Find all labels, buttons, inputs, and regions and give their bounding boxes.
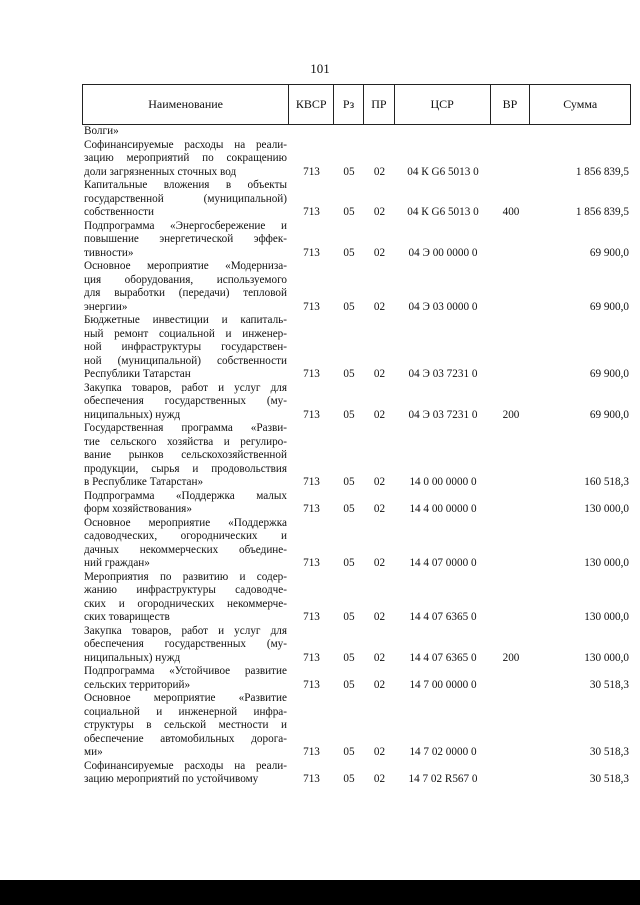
row-name-line: тие сельского хозяйства и регулиро- <box>84 435 287 448</box>
table-row <box>82 314 631 382</box>
header-csr: ЦСР <box>395 85 491 124</box>
row-name-line: обеспечения государственных (му- <box>84 395 287 407</box>
row-name-line: ниципальных) нужд <box>84 408 181 421</box>
row-name <box>82 314 289 382</box>
cell-csr: 04 К G6 5013 0 <box>407 165 479 178</box>
table-row <box>82 760 631 787</box>
cell-kvsr: 713 <box>303 611 320 623</box>
scan-bottom-edge <box>0 880 640 905</box>
cell-pr: 02 <box>373 408 386 421</box>
cell-csr: 14 4 07 6365 0 <box>409 611 477 623</box>
cell-pr: 02 <box>373 678 386 691</box>
cell-rz: 05 <box>343 300 355 313</box>
row-name-line: Республики Татарстан <box>84 368 191 380</box>
header-kvsr: КВСР <box>289 85 334 124</box>
cell-csr: 04 К G6 5013 0 <box>407 206 479 218</box>
row-name-line: государственной (муниципальной) <box>84 192 287 205</box>
row-name <box>82 179 289 220</box>
cell-pr: 02 <box>373 503 386 515</box>
cell-sum: 69 900,0 <box>589 246 629 259</box>
row-name-line: зацию мероприятий по устойчивому <box>84 773 259 785</box>
cell-rz: 05 <box>343 651 355 664</box>
cell-csr: 04 Э 03 7231 0 <box>408 408 478 421</box>
table-row <box>82 139 631 180</box>
cell-rz: 05 <box>343 746 355 758</box>
cell-kvsr: 713 <box>303 678 320 691</box>
cell-pr: 02 <box>373 773 386 785</box>
row-name-line: форм хозяйствования» <box>84 503 192 515</box>
cell-kvsr: 713 <box>303 368 320 380</box>
cell-sum: 160 518,3 <box>584 476 629 488</box>
row-name-line: тивности» <box>84 246 134 259</box>
row-name <box>82 665 289 692</box>
cell-rz: 05 <box>343 165 355 178</box>
cell-kvsr: 713 <box>303 557 320 569</box>
row-name-line: ми» <box>84 746 103 758</box>
cell-rz: 05 <box>343 503 355 515</box>
cell-pr: 02 <box>373 611 386 623</box>
row-name <box>82 692 289 760</box>
cell-sum: 1 856 839,5 <box>575 206 629 218</box>
cell-sum: 69 900,0 <box>589 408 629 421</box>
row-name-line: Подпрограмма «Энергосбережение и <box>84 219 287 232</box>
row-name <box>82 517 289 571</box>
table-row <box>82 422 631 490</box>
row-name <box>82 260 289 314</box>
cell-sum: 1 856 839,5 <box>575 165 629 178</box>
cell-kvsr: 713 <box>303 408 320 421</box>
cell-pr: 02 <box>373 246 386 259</box>
cell-csr: 14 4 07 0000 0 <box>409 557 477 569</box>
cell-rz: 05 <box>343 557 355 569</box>
row-name-line: Закупка товаров, работ и услуг для <box>84 381 287 394</box>
row-name-line: Софинансируемые расходы на реали- <box>84 759 287 772</box>
cell-csr: 14 7 00 0000 0 <box>409 678 477 691</box>
cell-rz: 05 <box>343 611 355 623</box>
row-name-line: ция оборудования, используемого <box>84 273 287 286</box>
row-name <box>82 139 289 180</box>
cell-kvsr: 713 <box>303 300 320 313</box>
cell-vr: 400 <box>502 206 520 218</box>
table-row <box>82 665 631 692</box>
table-row <box>82 220 631 261</box>
cell-rz: 05 <box>343 368 355 380</box>
table-body <box>82 125 631 787</box>
row-name-line: садоводческих, огороднических и <box>84 530 287 542</box>
cell-pr: 02 <box>373 651 386 664</box>
cell-pr: 02 <box>373 368 386 380</box>
row-name-line: Мероприятия по развитию и содер- <box>84 570 287 583</box>
row-name-line: жанию инфраструктуры садоводче- <box>84 584 287 596</box>
header-sum: Сумма <box>563 97 598 111</box>
row-name-line: Основное мероприятие «Поддержка <box>84 516 287 529</box>
row-name-line: собственности <box>84 206 154 218</box>
cell-vr: 200 <box>502 651 520 664</box>
row-name-line: ских и огороднических некоммерче- <box>84 597 287 610</box>
cell-pr: 02 <box>373 746 386 758</box>
cell-sum: 30 518,3 <box>589 746 629 758</box>
row-name-line: доли загрязненных сточных вод <box>84 165 237 178</box>
row-name-line: Софинансируемые расходы на реали- <box>84 138 287 151</box>
row-name-line: обеспечения государственных (му- <box>84 638 287 650</box>
row-name-line: ских товариществ <box>84 611 170 623</box>
cell-csr: 04 Э 03 7231 0 <box>408 368 478 380</box>
row-name-line: ний граждан» <box>84 557 150 569</box>
cell-kvsr: 713 <box>303 206 320 218</box>
row-name-line: ниципальных) нужд <box>84 651 181 664</box>
row-name-line: Подпрограмма «Поддержка малых <box>84 489 287 502</box>
row-name <box>82 220 289 261</box>
cell-pr: 02 <box>373 165 386 178</box>
cell-pr: 02 <box>373 206 386 218</box>
row-name <box>82 382 289 423</box>
header-pr: ПР <box>364 85 395 124</box>
row-name <box>82 571 289 625</box>
table-header <box>82 84 631 125</box>
cell-kvsr: 713 <box>303 246 320 259</box>
row-name-line: ный ремонт социальной и инженер- <box>84 327 287 340</box>
cell-vr: 200 <box>502 408 520 421</box>
row-name <box>82 625 289 666</box>
row-name-line: социальной и инженерной инфра- <box>84 705 287 718</box>
row-name-line: для выработки (передачи) тепловой <box>84 287 287 299</box>
table-row <box>82 179 631 220</box>
cell-rz: 05 <box>343 246 355 259</box>
cell-kvsr: 713 <box>303 746 320 758</box>
cell-kvsr: 713 <box>303 165 320 178</box>
cell-csr: 14 0 00 0000 0 <box>409 476 477 488</box>
row-name-line: Основное мероприятие «Развитие <box>84 692 287 704</box>
cell-sum: 69 900,0 <box>589 300 629 313</box>
cell-pr: 02 <box>373 476 386 488</box>
row-name <box>82 760 289 787</box>
cell-sum: 30 518,3 <box>589 773 629 785</box>
row-name-line: структуры в сельской местности и <box>84 719 287 731</box>
row-name-line: Капитальные вложения в объекты <box>84 179 287 191</box>
row-name-line: вание рынков сельскохозяйственной <box>84 449 287 461</box>
row-name <box>82 125 289 139</box>
cell-kvsr: 713 <box>303 773 320 785</box>
row-name-line: продукции, сырья и продовольствия <box>84 462 287 475</box>
cell-kvsr: 713 <box>303 651 320 664</box>
row-name-line: Бюджетные инвестиции и капиталь- <box>84 314 287 326</box>
cell-sum: 130 000,0 <box>584 557 629 569</box>
table-row <box>82 125 631 139</box>
header-rz: Рз <box>334 85 364 124</box>
row-name-line: обеспечение автомобильных дорога- <box>84 732 287 745</box>
cell-sum: 130 000,0 <box>584 611 629 623</box>
cell-rz: 05 <box>343 773 355 785</box>
cell-rz: 05 <box>343 476 355 488</box>
table-row <box>82 692 631 760</box>
cell-pr: 02 <box>373 300 386 313</box>
cell-csr: 04 Э 00 0000 0 <box>408 246 478 259</box>
table-row <box>82 382 631 423</box>
table-row <box>82 517 631 571</box>
cell-rz: 05 <box>343 206 355 218</box>
cell-sum: 130 000,0 <box>584 651 629 664</box>
cell-csr: 14 4 00 0000 0 <box>409 503 477 515</box>
cell-csr: 14 4 07 6365 0 <box>409 651 477 664</box>
row-name-line: энергии» <box>84 300 128 313</box>
row-name-line: ной инфраструктуры государствен- <box>84 341 287 353</box>
cell-csr: 14 7 02 0000 0 <box>409 746 477 758</box>
header-name: Наименование <box>83 85 289 124</box>
row-name-line: ной (муниципальной) собственности <box>84 354 287 367</box>
table-row <box>82 490 631 517</box>
row-name <box>82 422 289 490</box>
cell-csr: 14 7 02 R567 0 <box>408 773 478 785</box>
budget-table <box>82 84 631 787</box>
cell-csr: 04 Э 03 0000 0 <box>408 300 478 313</box>
row-name <box>82 490 289 517</box>
cell-kvsr: 713 <box>303 476 320 488</box>
row-name-line: повышение энергетической эффек- <box>84 233 287 245</box>
row-name-line: Волги» <box>84 125 119 137</box>
row-name-line: зацию мероприятий по сокращению <box>84 152 287 164</box>
cell-sum: 130 000,0 <box>584 503 629 515</box>
row-name-line: в Республике Татарстан» <box>84 476 204 488</box>
header-vr: ВР <box>491 85 531 124</box>
row-name-line: Основное мероприятие «Модерниза- <box>84 260 287 272</box>
table-row <box>82 625 631 666</box>
cell-rz: 05 <box>343 678 355 691</box>
row-name-line: Закупка товаров, работ и услуг для <box>84 624 287 637</box>
row-name-line: сельских территорий» <box>84 678 191 691</box>
row-name-line: Государственная программа «Разви- <box>84 422 287 434</box>
row-name-line: дачных некоммерческих объедине- <box>84 543 287 556</box>
cell-rz: 05 <box>343 408 355 421</box>
table-row <box>82 571 631 625</box>
row-name-line: Подпрограмма «Устойчивое развитие <box>84 665 287 677</box>
cell-sum: 30 518,3 <box>589 678 629 691</box>
table-row <box>82 260 631 314</box>
cell-pr: 02 <box>373 557 386 569</box>
page-number: 101 <box>310 61 330 76</box>
cell-kvsr: 713 <box>303 503 320 515</box>
cell-sum: 69 900,0 <box>589 368 629 380</box>
